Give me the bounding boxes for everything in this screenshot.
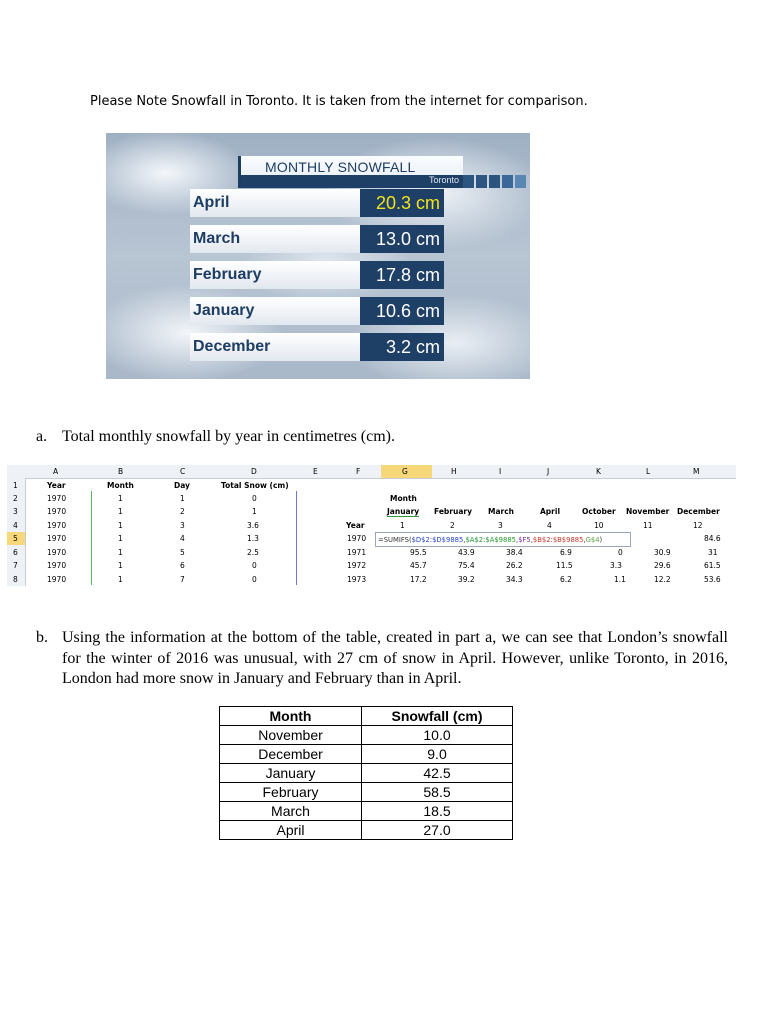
cell-year: 1970 — [47, 494, 67, 503]
cell-snow: 0 — [252, 561, 257, 570]
pivot-year: 1971 — [347, 548, 367, 557]
graphic-month: December — [193, 338, 271, 355]
column-letter: G — [402, 467, 408, 476]
pivot-value: 39.2 — [458, 575, 475, 584]
row-number: 6 — [13, 548, 18, 557]
pivot-year-label: Year — [346, 521, 365, 530]
graphic-value: 17.8 cm — [375, 265, 440, 285]
table-row — [220, 726, 513, 745]
part-a-label: a. — [36, 428, 48, 445]
column-letter: F — [356, 467, 361, 476]
graphic-subtitle-bar — [241, 175, 463, 188]
table-row — [220, 802, 513, 821]
row-number: 7 — [13, 561, 18, 570]
pivot-month-number: 11 — [643, 521, 653, 530]
decorative-square — [476, 175, 487, 188]
graphic-row — [190, 333, 444, 361]
column-letter: B — [118, 467, 124, 476]
column-letter: L — [646, 467, 651, 476]
cell-day: 1 — [180, 494, 185, 503]
pivot-value: 17.2 — [410, 575, 427, 584]
month-cell: February — [220, 783, 362, 802]
column-letter: I — [499, 467, 502, 476]
decorative-square — [502, 175, 513, 188]
cell-snow: 3.6 — [247, 521, 259, 530]
part-b-label: b. — [36, 629, 48, 646]
pivot-value: 61.5 — [704, 561, 721, 570]
pivot-value: 38.4 — [506, 548, 523, 557]
cell-snow: 0 — [252, 575, 257, 584]
part-b-text: Using the information at the bottom of the table, created in part a, we can see that London’s snowfall for the winter of 2016 was unusual, with 27 cm of snow in April. However, unlike Toronto, in 2016, London had more snow in January and February than in April. — [62, 629, 728, 687]
pivot-month-name: November — [626, 507, 670, 516]
pivot-value: 29.6 — [654, 561, 671, 570]
cell-month: 1 — [118, 521, 123, 530]
column-letter: K — [596, 467, 601, 476]
row-number: 3 — [13, 507, 18, 516]
pivot-value: 1.1 — [614, 575, 626, 584]
graphic-month: March — [193, 230, 241, 247]
cell-year: 1970 — [47, 521, 67, 530]
graphic-row — [190, 297, 444, 325]
snowfall-cell: 9.0 — [362, 745, 513, 764]
range-highlight-blue — [296, 491, 297, 585]
table-header-row — [220, 707, 513, 726]
column-letter: E — [313, 467, 318, 476]
graphic-month: January — [193, 302, 255, 319]
column-letter: A — [53, 467, 59, 476]
graphic-subtitle: Toronto — [428, 175, 459, 185]
pivot-month-number: 1 — [400, 521, 405, 530]
graphic-row — [190, 261, 444, 289]
pivot-value: 43.9 — [458, 548, 475, 557]
pivot-value: 26.2 — [506, 561, 523, 570]
toronto-snowfall-graphic — [106, 133, 530, 379]
cell-snow: 2.5 — [247, 548, 259, 557]
pivot-year: 1973 — [347, 575, 367, 584]
cell-day: 5 — [180, 548, 185, 557]
cell-year: 1970 — [47, 507, 67, 516]
comparison-note: Please Note Snowfall in Toronto. It is taken from the internet for comparison. — [90, 94, 588, 109]
graphic-row — [190, 189, 444, 217]
header-snowfall: Snowfall (cm) — [362, 707, 513, 726]
month-cell: December — [220, 745, 362, 764]
snowfall-cell: 58.5 — [362, 783, 513, 802]
cell-month: 1 — [118, 561, 123, 570]
pivot-value: 6.2 — [560, 575, 572, 584]
graphic-value-box — [360, 225, 444, 253]
cell-month: 1 — [118, 548, 123, 557]
header-month: Month — [107, 481, 134, 490]
month-cell: November — [220, 726, 362, 745]
month-cell: April — [220, 821, 362, 840]
cell-year: 1970 — [47, 561, 67, 570]
snowfall-cell: 10.0 — [362, 726, 513, 745]
pivot-value: 45.7 — [410, 561, 427, 570]
formula-cell[interactable] — [375, 532, 631, 547]
pivot-month-number: 10 — [594, 521, 604, 530]
graphic-value: 3.2 cm — [385, 337, 440, 357]
graphic-value-box — [360, 261, 444, 289]
pivot-value: 12.2 — [654, 575, 671, 584]
graphic-month: February — [193, 266, 262, 283]
cell-day: 6 — [180, 561, 185, 570]
pivot-month-name: February — [434, 507, 472, 516]
pivot-month-name: March — [488, 507, 515, 516]
pivot-year: 1972 — [347, 561, 367, 570]
sumifs-formula: =SUMIFS($D$2:$D$9885,$A$2:$A$9885,$F5,$B$2:$B$9885,G$4) — [378, 536, 603, 544]
pivot-value: 11.5 — [556, 561, 573, 570]
pivot-value: 34.3 — [506, 575, 523, 584]
cell-month: 1 — [118, 494, 123, 503]
pivot-value: 0 — [618, 548, 623, 557]
table-row — [220, 764, 513, 783]
cell-year: 1970 — [47, 534, 67, 543]
row-number: 8 — [13, 575, 18, 584]
month-cell: January — [220, 764, 362, 783]
pivot-month-name: December — [677, 507, 720, 516]
cell-snow: 0 — [252, 494, 257, 503]
graphic-value: 10.6 cm — [375, 301, 440, 321]
pivot-value: 30.9 — [654, 548, 671, 557]
part-b-paragraph — [36, 628, 728, 690]
graphic-value-box — [360, 297, 444, 325]
column-letter: M — [693, 467, 700, 476]
pivot-month-number: 3 — [498, 521, 503, 530]
graphic-month: April — [193, 194, 230, 211]
graphic-value-box — [360, 333, 444, 361]
snowfall-cell: 42.5 — [362, 764, 513, 783]
table-row — [220, 821, 513, 840]
snowfall-cell: 18.5 — [362, 802, 513, 821]
row-number: 5 — [13, 534, 18, 543]
pivot-value: 53.6 — [704, 575, 721, 584]
pivot-year: 1970 — [347, 534, 367, 543]
column-header-bar — [7, 465, 736, 479]
pivot-month-name: April — [540, 507, 561, 516]
pivot-value: 3.3 — [610, 561, 622, 570]
pivot-month-number: 12 — [693, 521, 703, 530]
cell-day: 2 — [180, 507, 185, 516]
pivot-month-label: Month — [390, 494, 417, 503]
column-letter: C — [180, 467, 186, 476]
column-letter: J — [547, 467, 550, 476]
cell-year: 1970 — [47, 575, 67, 584]
decorative-square — [463, 175, 474, 188]
graphic-title: MONTHLY SNOWFALL — [265, 159, 415, 175]
cell-year: 1970 — [47, 548, 67, 557]
header-month: Month — [220, 707, 362, 726]
part-a-heading — [36, 428, 395, 446]
pivot-month-name: October — [582, 507, 616, 516]
part-a-text: Total monthly snowfall by year in centimetres (cm). — [62, 428, 396, 445]
cell-month: 1 — [118, 507, 123, 516]
graphic-value-box — [360, 189, 444, 217]
london-snowfall-table — [219, 706, 513, 840]
header-total-snow: Total Snow (cm) — [221, 481, 289, 490]
column-letter: H — [451, 467, 457, 476]
pivot-value: 75.4 — [458, 561, 475, 570]
snowfall-cell: 27.0 — [362, 821, 513, 840]
cell-day: 7 — [180, 575, 185, 584]
cell-day: 3 — [180, 521, 185, 530]
pivot-month-name: January — [387, 507, 420, 516]
spreadsheet — [7, 465, 736, 587]
pivot-month-number: 2 — [450, 521, 455, 530]
row-number: 1 — [13, 481, 18, 490]
pivot-value: 84.6 — [704, 534, 721, 543]
pivot-value: 6.9 — [560, 548, 572, 557]
month-cell: March — [220, 802, 362, 821]
cell-month: 1 — [118, 534, 123, 543]
graphic-row — [190, 225, 444, 253]
cell-day: 4 — [180, 534, 185, 543]
header-year: Year — [47, 481, 66, 490]
row-number: 2 — [13, 494, 18, 503]
graphic-header — [238, 156, 463, 188]
decorative-square — [489, 175, 500, 188]
table-row — [220, 783, 513, 802]
pivot-month-number: 4 — [547, 521, 552, 530]
cell-snow: 1.3 — [247, 534, 259, 543]
cell-snow: 1 — [252, 507, 257, 516]
range-highlight-green — [91, 491, 92, 585]
table-row — [220, 745, 513, 764]
pivot-value: 31 — [708, 548, 718, 557]
column-letter: D — [251, 467, 257, 476]
cell-month: 1 — [118, 575, 123, 584]
graphic-value: 13.0 cm — [375, 229, 440, 249]
graphic-value: 20.3 cm — [375, 193, 440, 213]
decorative-square — [515, 175, 526, 188]
pivot-value: 95.5 — [410, 548, 427, 557]
row-number: 4 — [13, 521, 18, 530]
header-day: Day — [174, 481, 190, 490]
